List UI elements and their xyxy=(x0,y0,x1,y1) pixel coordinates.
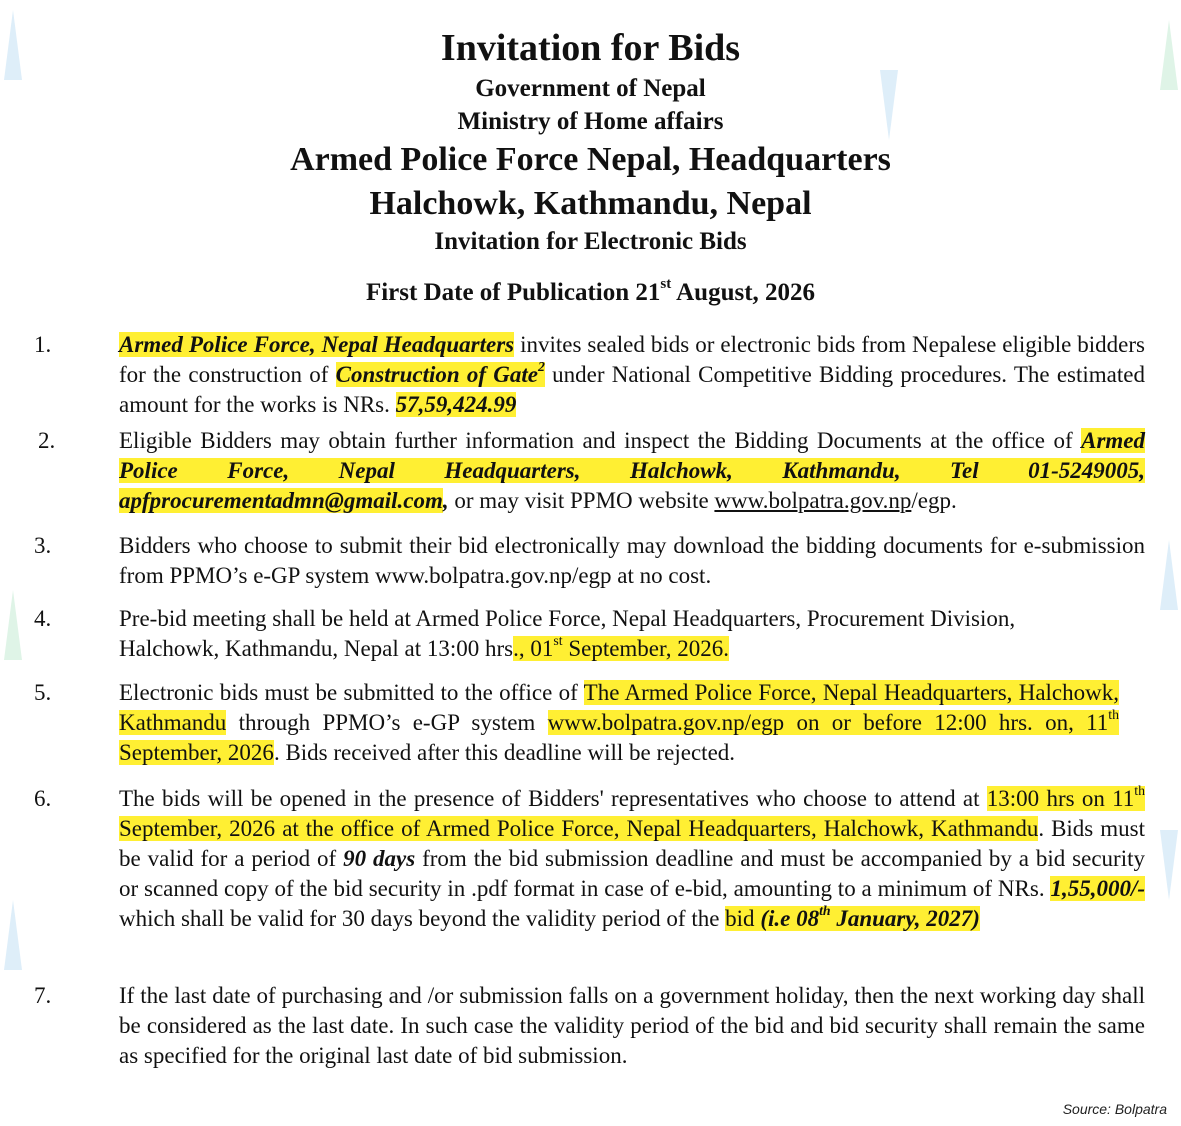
watermark-arrow-icon xyxy=(1160,830,1178,900)
item-number: 2. xyxy=(38,428,56,453)
list-item: Pre-bid meeting shall be held at Armed Police Force, Nepal Headquarters, Procurement Division, Halchowk, Kathmandu, Nepal at 13:00 hrs., 01st September, 2026. xyxy=(119,606,1016,661)
organization-line: Armed Police Force Nepal, Headquarters xyxy=(290,141,891,178)
ministry-line: Ministry of Home affairs xyxy=(457,108,724,135)
government-line: Government of Nepal xyxy=(475,75,706,102)
watermark-arrow-icon xyxy=(4,590,22,660)
list-item: The bids will be opened in the presence of Bidders' representatives who choose to attend at 13:00 hrs on 11th September, 2026 at the office of Armed Police Force, Nepal Headquarters, Halchowk, Kathmandu. Bids must be valid for a period of 90 days from the bid submission deadline and must be accompanied by a bid security or scanned copy of the bid security in .pdf format in case of e-bid, amounting to a minimum of NRs. 1,55,000/- which shall be valid for 30 days beyond the validity period of the bid (i.e 08th January, 2027) xyxy=(119,783,1145,931)
publication-date: First Date of Publication 21st August, 2026 xyxy=(365,276,816,306)
list-item: Bidders who choose to submit their bid electronically may download the bidding documents for e-submission from PPMO’s e-GP system www.bolpatra.gov.np/egp at no cost. xyxy=(119,533,1145,588)
subtitle-line: Invitation for Electronic Bids xyxy=(434,228,747,255)
watermark-arrow-icon xyxy=(1160,540,1178,610)
item-number: 7. xyxy=(34,983,52,1008)
item-number: 6. xyxy=(34,786,52,811)
watermark-arrow-icon xyxy=(4,900,22,970)
list-item: Eligible Bidders may obtain further information and inspect the Bidding Documents at the office of Armed Police Force, Nepal Headquarters, Halchowk, Kathmandu, Tel 01-5249005, apfprocurementadmn@gmail.com, or may visit PPMO website www.bolpatra.gov.np/egp. xyxy=(119,428,1145,513)
item-number: 1. xyxy=(34,332,52,357)
ppmo-link[interactable]: www.bolpatra.gov.np xyxy=(714,488,912,513)
list-item: Armed Police Force, Nepal Headquarters invites sealed bids or electronic bids from Nepalese eligible bidders for the construction of Construction of Gate$^2$ under National Competitive Bidding procedures. The estimated amount for the works is NRs. 57,59,424.99 xyxy=(119,332,1145,417)
source-credit: Source: Bolpatra xyxy=(1062,1101,1167,1117)
item-number: 3. xyxy=(34,533,52,558)
list-item: If the last date of purchasing and /or submission falls on a government holiday, then the next working day shall be considered as the last date. In such case the validity period of the bid and bid security shall remain the same as specified for the original last date of bid submission. xyxy=(119,983,1145,1068)
item-number: 5. xyxy=(34,680,52,705)
list-item: Electronic bids must be submitted to the office of The Armed Police Force, Nepal Headquarters, Halchowk, Kathmandu through PPMO’s e-GP system www.bolpatra.gov.np/egp on or before 12:00 hrs. on, 11th September, 2026. Bids received after this deadline will be rejected. xyxy=(119,680,1119,765)
item-number: 4. xyxy=(34,606,52,631)
address-line: Halchowk, Kathmandu, Nepal xyxy=(369,185,812,222)
document-title: Invitation for Bids xyxy=(440,27,741,69)
